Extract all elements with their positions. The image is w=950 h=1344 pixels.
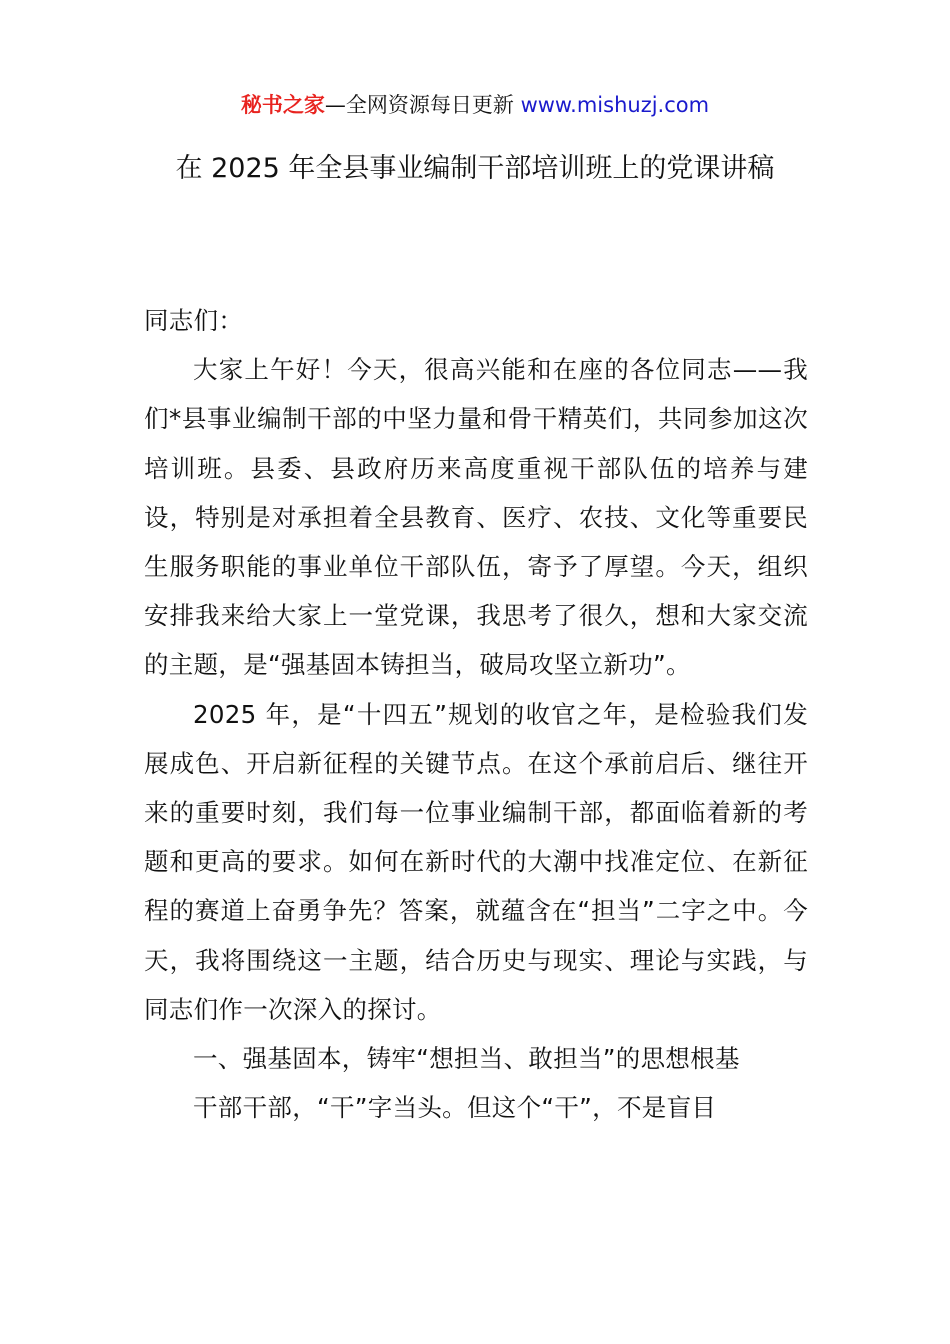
site-tagline: —全网资源每日更新 (324, 93, 521, 117)
document-body (144, 296, 808, 1132)
document-title: 在 2025 年全县事业编制干部培训班上的党课讲稿 (175, 153, 775, 184)
section-heading: 一、强基固本，铸牢“想担当、敢担当”的思想根基 (193, 1044, 740, 1074)
paragraph-2: 2025 年，是“十四五”规划的收官之年，是检验我们发展成色、开启新征程的关键节点。在这个承前启后、继往开来的重要时刻，我们每一位事业编制干部，都面临着新的考题和更高的要求。如何在新时代的大潮中找准定位、在新征程的赛道上奋勇争先？答案，就蕴含在“担当”二字之中。今天，我将围绕这一主题，结合历史与现实、理论与实践，与同志们作一次深入的探讨。 (144, 699, 808, 1024)
paragraph-1: 大家上午好！今天，很高兴能和在座的各位同志——我们*县事业编制干部的中坚力量和骨干精英们，共同参加这次培训班。县委、县政府历来高度重视干部队伍的培养与建设，特别是对承担着全县教育、医疗、农技、文化等重要民生服务职能的事业单位干部队伍，寄予了厚望。今天，组织安排我来给大家上一堂党课，我思考了很久，想和大家交流的主题，是“强基固本铸担当，破局攻坚立新功”。 (144, 355, 808, 680)
salutation: 同志们： (144, 306, 244, 335)
section-paragraph: 干部干部，“干”字当头。但这个“干”，不是盲目 (193, 1093, 717, 1123)
site-name: 秘书之家 (240, 93, 325, 117)
site-header (0, 88, 950, 122)
site-url-link[interactable]: www.mishuzj.com (520, 93, 710, 117)
